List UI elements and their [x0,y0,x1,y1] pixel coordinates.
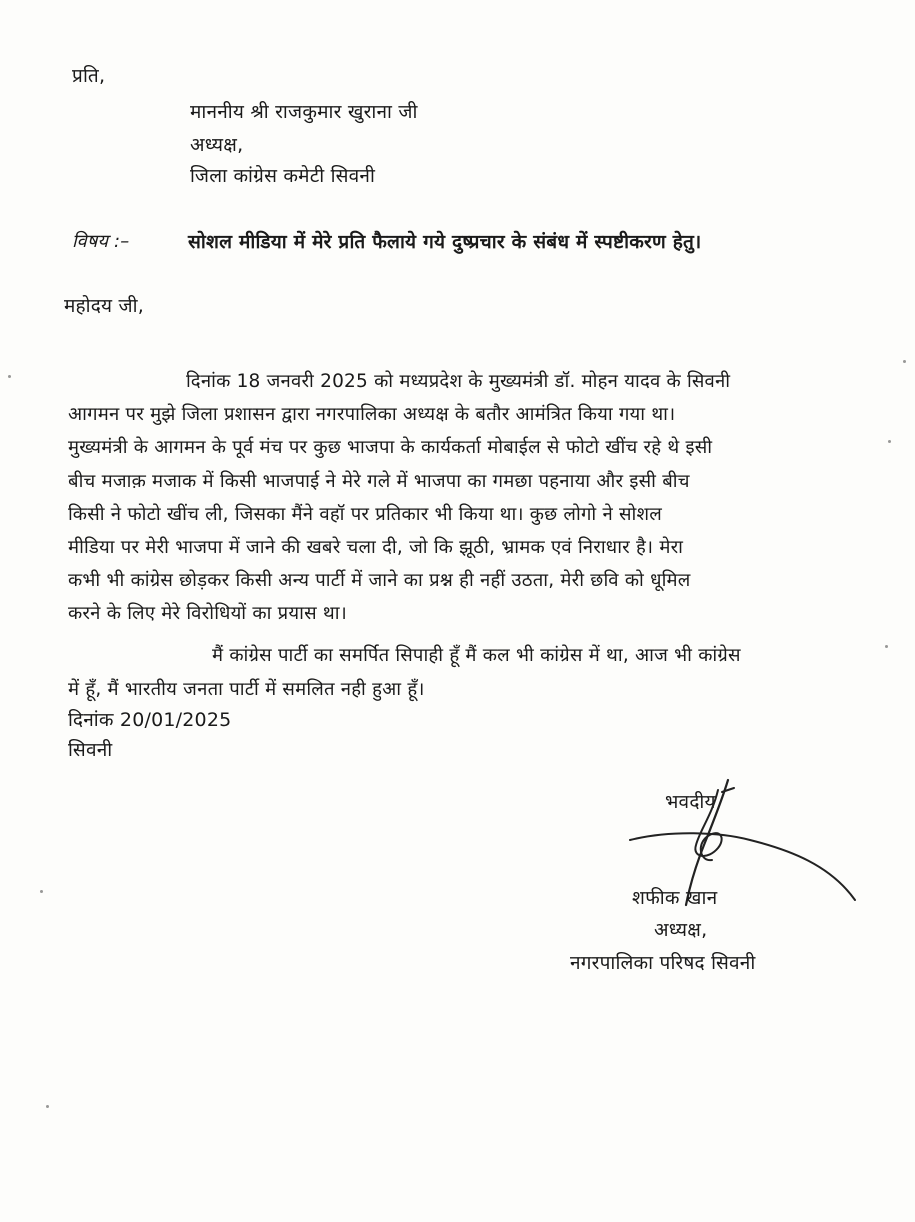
paragraph1-line: मीडिया पर मेरी भाजपा में जाने की खबरे चला दी, जो कि झूठी, भ्रामक एवं निराधार है। मेरा [68,537,684,558]
salutation-to: प्रति, [72,65,106,87]
paragraph2-line: में हूँ, मैं भारतीय जनता पार्टी में समलित नही हुआ हूँ। [68,679,425,700]
paragraph1-line: आगमन पर मुझे जिला प्रशासन द्वारा नगरपालिका अध्यक्ष के बतौर आमंत्रित किया गया था। [68,404,676,425]
scan-speck [903,360,906,363]
paragraph1-line: मुख्यमंत्री के आगमन के पूर्व मंच पर कुछ भाजपा के कार्यकर्ता मोबाईल से फोटो खींच रहे थे इसी [68,437,713,458]
sender-name: शफीक खान [632,887,718,909]
recipient-title: अध्यक्ष, [190,134,244,156]
greeting: महोदय जी, [64,295,144,317]
paragraph2-line: मैं कांग्रेस पार्टी का समर्पित सिपाही हूँ मैं कल भी कांग्रेस में था, आज भी कांग्रेस [212,645,741,666]
scan-speck [8,375,11,378]
paragraph1-line: करने के लिए मेरे विरोधियों का प्रयास था। [68,603,347,624]
sender-organization: नगरपालिका परिषद सिवनी [570,952,756,974]
recipient-name: माननीय श्री राजकुमार खुराना जी [190,101,418,123]
paragraph1-line: कभी भी कांग्रेस छोड़कर किसी अन्य पार्टी में जाने का प्रश्न ही नहीं उठता, मेरी छवि को धूमिल [68,570,691,591]
recipient-organization: जिला कांग्रेस कमेटी सिवनी [190,165,376,187]
letter-date: दिनांक 20/01/2025 [68,709,232,731]
subject-label: विषय :– [72,231,130,252]
scan-speck [46,1105,49,1108]
scan-speck [40,890,43,893]
subject-text: सोशल मीडिया में मेरे प्रति फैलाये गये दुष्प्रचार के संबंध में स्पष्टीकरण हेतु। [188,231,702,253]
paragraph1-line: किसी ने फोटो खींच ली, जिसका मैंने वहॉ पर प्रतिकार भी किया था। कुछ लोगो ने सोशल [68,504,663,525]
closing: भवदीय [665,791,716,813]
paragraph1-line: बीच मजाक़ मजाक में किसी भाजपाई ने मेरे गले में भाजपा का गमछा पहनाया और इसी बीच [68,471,690,492]
scan-speck [888,440,891,443]
sender-title: अध्यक्ष, [654,919,708,941]
scan-speck [885,645,888,648]
paragraph1-line: दिनांक 18 जनवरी 2025 को मध्यप्रदेश के मुख्यमंत्री डॉ. मोहन यादव के सिवनी [186,371,731,392]
letter-place: सिवनी [68,739,113,761]
